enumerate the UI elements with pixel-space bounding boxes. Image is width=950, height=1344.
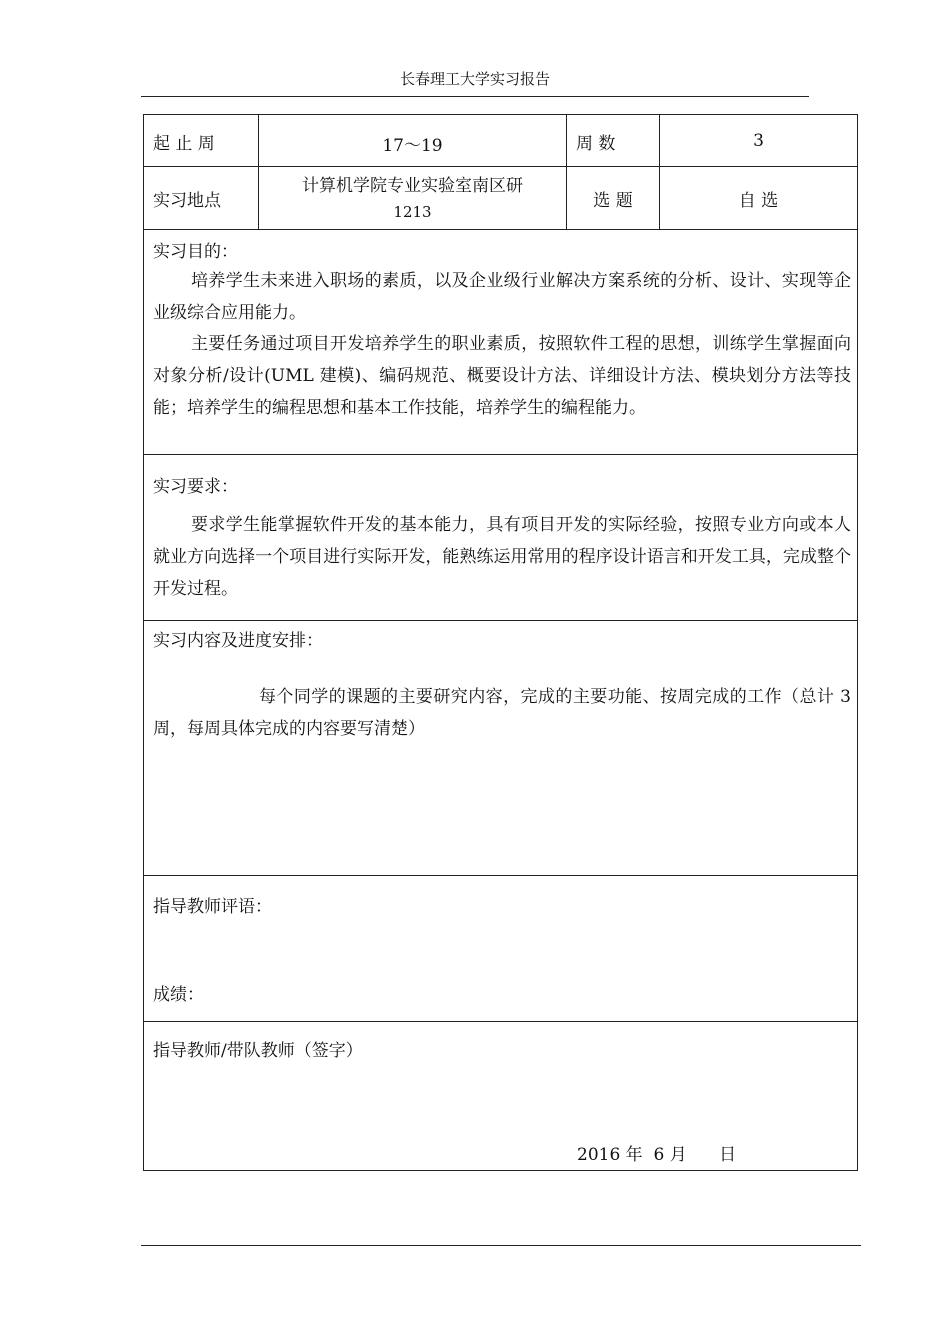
requirements-paragraph: 要求学生能掌握软件开发的基本能力，具有项目开发的实际经验，按照专业方向或本人就业方向选择一个项目进行实际开发，能熟练运用常用的程序设计语言和开发工具，完成整个开发过程。 [153,515,851,599]
start-end-week-label: 起 止 周 [153,134,215,154]
section-divider [144,1021,857,1022]
topic-label: 选 题 [593,191,633,211]
grade-label: 成绩： [153,985,204,1005]
purpose-heading: 实习目的： [153,242,238,262]
header-divider [141,96,809,97]
page-header-title: 长春理工大学实习报告 [399,70,550,88]
week-count-value: 3 [753,131,764,151]
topic-value: 自 选 [738,191,779,211]
teacher-signature-label: 指导教师/带队教师（签字） [153,1041,363,1061]
location-value-line2: 1213 [393,203,432,221]
requirements-heading: 实习要求： [153,477,238,497]
content-schedule-paragraph: 每个同学的课题的主要研究内容，完成的主要功能、按周完成的工作（总计 3 周，每周具体完成的内容要写清楚） [153,687,851,739]
teacher-comment-heading: 指导教师评语： [153,897,272,917]
section-divider [144,875,857,876]
footer-divider [141,1245,861,1246]
content-schedule-heading: 实习内容及进度安排： [153,631,323,651]
purpose-paragraph-1: 培养学生未来进入职场的素质，以及企业级行业解决方案系统的分析、设计、实现等企业级综合应用能力。 [153,271,851,323]
location-label: 实习地点 [153,191,221,211]
report-form [143,114,858,1171]
week-count-label: 周 数 [576,134,616,154]
location-value-line1: 计算机学院专业实验室南区研 [302,176,523,196]
start-end-week-value: 17〜19 [382,136,443,156]
row-divider [144,166,857,167]
section-divider [144,454,857,455]
row-divider [144,229,857,230]
column-divider [566,115,567,229]
purpose-paragraph-2: 主要任务通过项目开发培养学生的职业素质，按照软件工程的思想，训练学生掌握面向对象分析/设计(UML 建模)、编码规范、概要设计方法、详细设计方法、模块划分方法等技能；培养学生的编程思想和基本工作技能，培养学生的编程能力。 [153,334,851,418]
signature-date: 2016 年 6 月 日 [577,1145,737,1165]
section-divider [144,620,857,621]
